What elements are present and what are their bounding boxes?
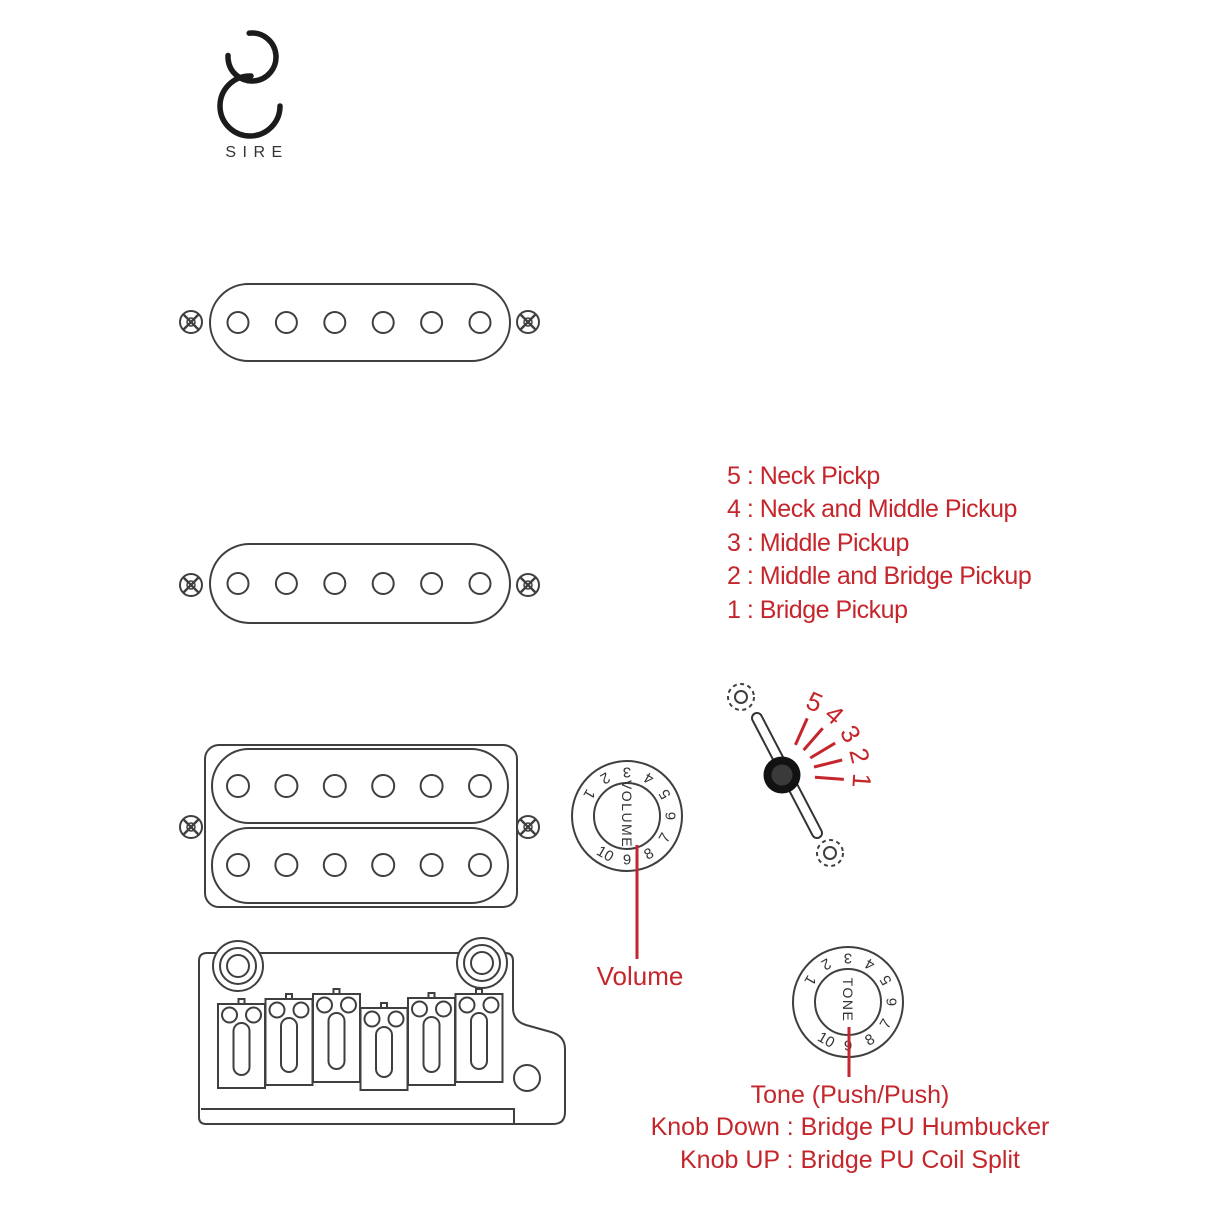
tone-caption-line: Knob Down : Bridge PU Humbucker [650, 1113, 1050, 1142]
pole-piece [276, 312, 297, 333]
knob-scale-number: 7 [655, 830, 675, 846]
bridge-saddle [218, 999, 265, 1088]
legend-item: 3 : Middle Pickup [727, 528, 909, 557]
knob-scale-number: 10 [814, 1028, 838, 1052]
knob-scale-number: 9 [622, 851, 632, 869]
legend-item: 4 : Neck and Middle Pickup [727, 495, 1017, 524]
bridge-saddle [408, 993, 455, 1085]
pole-piece [227, 854, 249, 876]
bridge-saddle [361, 1003, 408, 1090]
knob-scale-number: 1 [579, 786, 599, 802]
switch-position-number: 3 [833, 719, 868, 748]
switch-position-number: 2 [843, 744, 876, 767]
knob-scale-number: 1 [800, 972, 820, 988]
pole-piece [228, 573, 249, 594]
knob-scale-number: 2 [818, 954, 834, 974]
tone-caption [610, 1079, 1090, 1176]
knob-scale-number: 4 [641, 768, 657, 788]
switch-position-number: 1 [846, 772, 878, 789]
sire-logo [220, 31, 289, 161]
bridge-saddle [266, 994, 313, 1085]
pole-piece [372, 854, 394, 876]
pole-piece [470, 573, 491, 594]
pole-piece [275, 775, 297, 797]
pole-piece [373, 312, 394, 333]
knob-scale-number: 4 [862, 954, 878, 974]
pole-piece [421, 312, 442, 333]
pickup-screw-icon [517, 816, 539, 838]
pole-piece [227, 775, 249, 797]
pole-piece [324, 775, 346, 797]
knob-scale-number: 2 [597, 768, 613, 788]
neck-single-coil-pickup [180, 284, 539, 361]
tone-caption-line: Knob UP : Bridge PU Coil Split [680, 1145, 1020, 1174]
pole-piece [324, 854, 346, 876]
knob-scale-number: 10 [593, 842, 617, 866]
switch-screw-icon [728, 684, 754, 710]
volume-caption: Volume [596, 961, 684, 991]
tone-knob-label: TONE [840, 977, 856, 1023]
knob-scale-number: 5 [655, 786, 675, 802]
knob-scale-number: 5 [876, 972, 896, 988]
switch-position-number: 4 [819, 698, 850, 731]
pole-piece [469, 775, 491, 797]
switch-position-tick [795, 718, 807, 744]
pole-piece [373, 573, 394, 594]
pickup-screw-icon [180, 311, 202, 333]
pole-piece [275, 854, 297, 876]
pole-piece [324, 573, 345, 594]
pole-piece [228, 312, 249, 333]
pickup-screw-icon [517, 574, 539, 596]
legend-item: 5 : Neck Pickp [727, 462, 880, 490]
knob-scale-number: 6 [662, 811, 680, 821]
bridge-saddles [218, 989, 503, 1090]
pole-piece [372, 775, 394, 797]
brand-wordmark: SIRE [225, 144, 289, 161]
bridge-saddle [456, 989, 503, 1082]
pickup-screw-icon [180, 574, 202, 596]
switch-position-tick [814, 760, 842, 767]
legend-item: 2 : Middle and Bridge Pickup [727, 562, 1032, 591]
pole-piece [421, 775, 443, 797]
bridge-saddle [313, 989, 360, 1082]
logo-bottom-loop [220, 76, 280, 136]
knob-scale-number: 8 [641, 844, 657, 864]
pickup-selector-switch [728, 684, 877, 866]
tone-caption-line: Tone (Push/Push) [750, 1081, 950, 1109]
knob-scale-number: 6 [883, 997, 901, 1007]
pole-piece [421, 573, 442, 594]
pole-piece [276, 573, 297, 594]
switch-position-tick [815, 777, 844, 779]
knob-scale-number: 3 [622, 763, 632, 781]
knob-scale-number: 8 [862, 1030, 878, 1050]
bridge-post-right [457, 938, 507, 988]
pole-piece [469, 854, 491, 876]
knob-scale-number: 3 [843, 949, 853, 967]
bridge-post-left [213, 941, 263, 991]
switch-screw-icon [817, 840, 843, 866]
legend-item: 1 : Bridge Pickup [727, 595, 908, 624]
pickup-screw-icon [180, 816, 202, 838]
switch-position-number: 5 [801, 685, 828, 719]
bridge-humbucker-pickup [180, 745, 539, 907]
tremolo-bridge [199, 938, 565, 1124]
knob-scale-number: 7 [876, 1016, 896, 1032]
pole-piece [324, 312, 345, 333]
pickup-selector-legend [727, 460, 1031, 627]
switch-position-tick [810, 743, 835, 758]
switch-position-tick [804, 728, 823, 750]
switch-position-fan [795, 685, 877, 789]
middle-single-coil-pickup [180, 544, 539, 623]
pole-piece [470, 312, 491, 333]
knob-scale-number: 9 [843, 1037, 853, 1055]
volume-knob-label: VOLUME [619, 779, 635, 849]
pole-piece [421, 854, 443, 876]
volume-knob [572, 761, 682, 871]
pickup-screw-icon [517, 311, 539, 333]
